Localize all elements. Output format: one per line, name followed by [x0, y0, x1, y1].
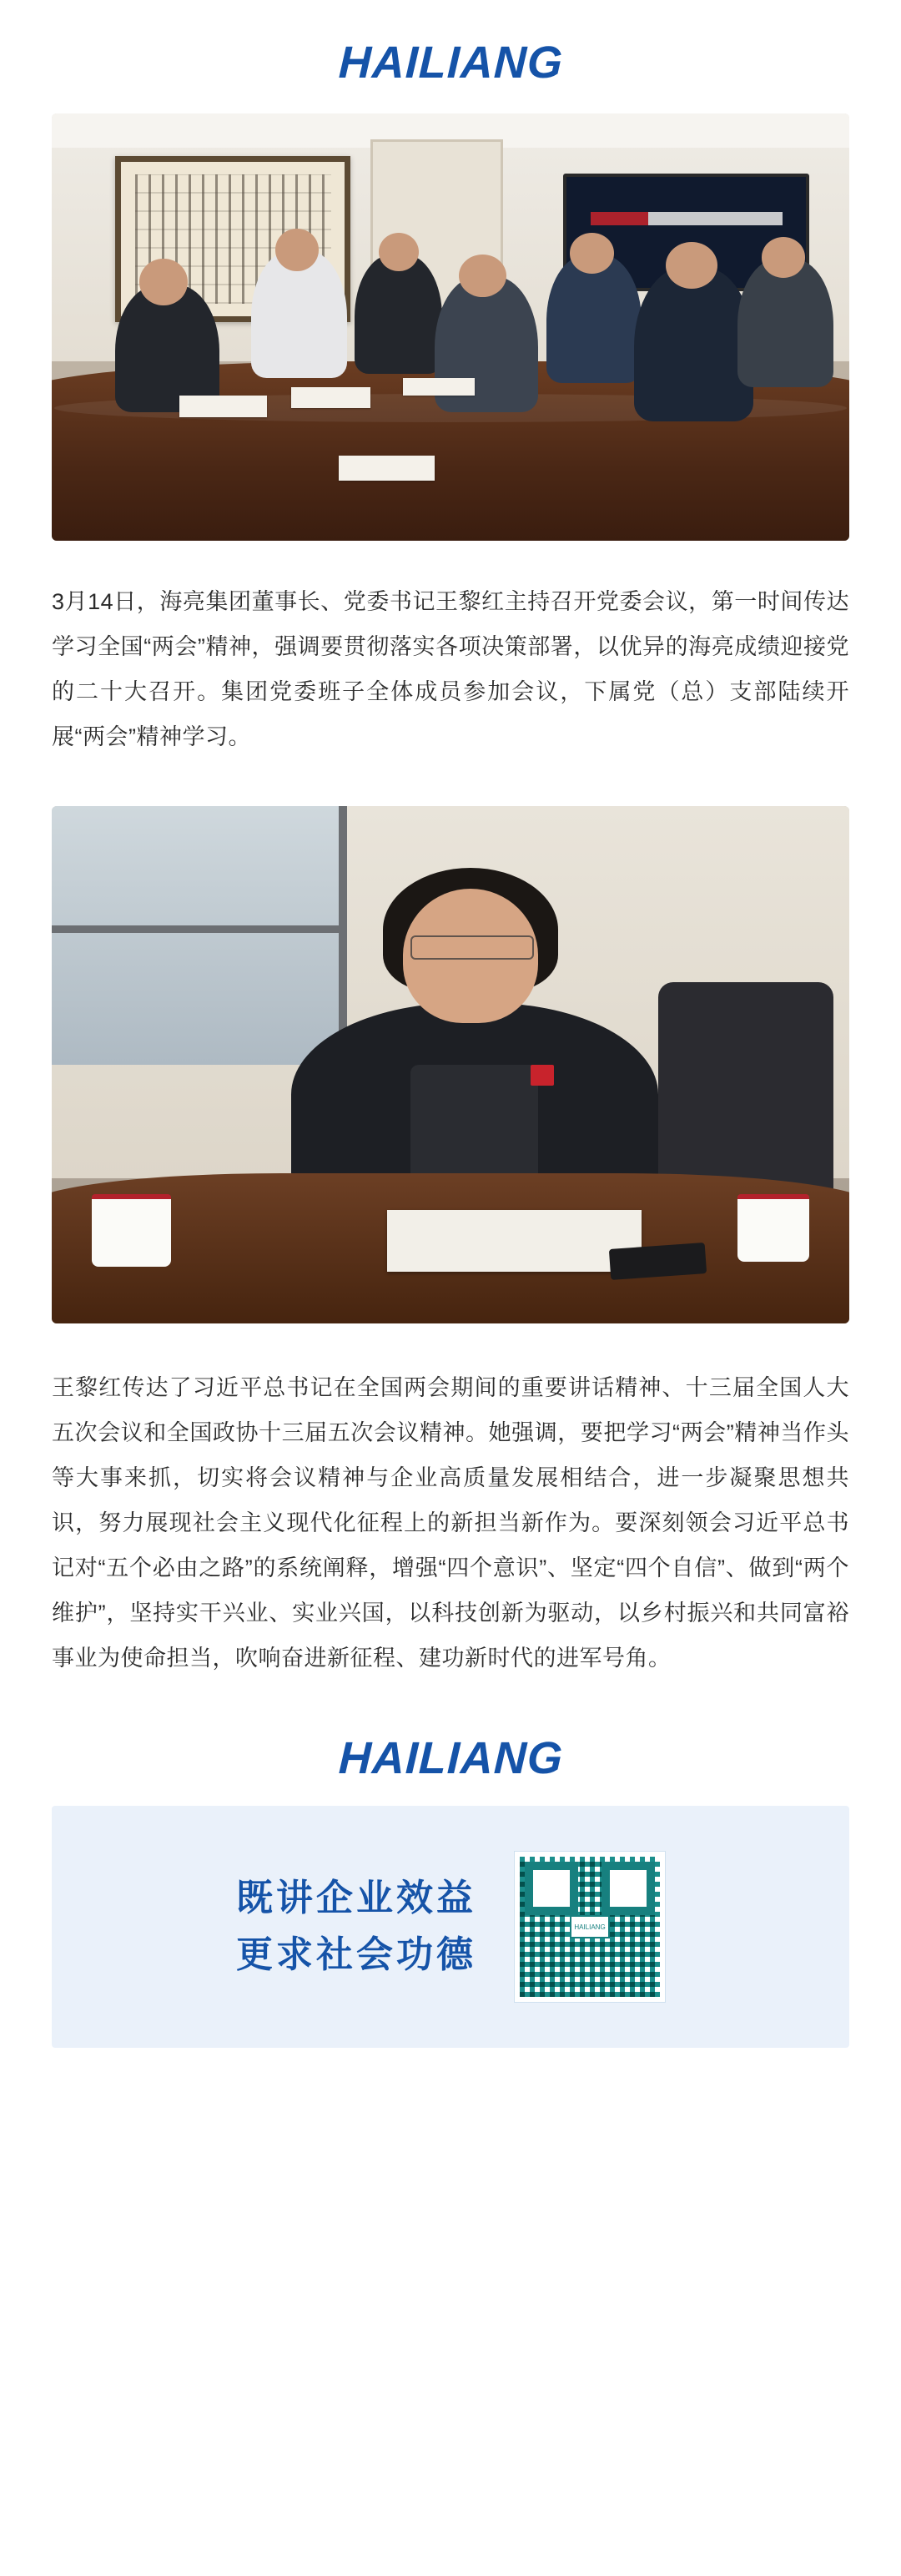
slogan-card: [52, 1806, 849, 2048]
paragraph-two: 王黎红传达了习近平总书记在全国两会期间的重要讲话精神、十三届全国人大五次会议和全国政协十三届五次会议精神。她强调，要把学习“两会”精神当作头等大事来抓，切实将会议精神与企业高质量发展相结合，进一步凝聚思想共识，努力展现社会主义现代化征程上的新担当新作为。要深刻领会习近平总书记对“五个必由之路”的系统阐释，增强“四个意识”、坚定“四个自信”、做到“两个维护”，坚持实干兴业、实业兴国，以科技创新为驱动，以乡村振兴和共同富裕事业为使命担当，吹响奋进新征程、建功新时代的进军号角。: [52, 1375, 849, 1671]
meeting-document: [179, 396, 267, 417]
attendee-head: [139, 259, 187, 305]
meeting-document: [339, 456, 435, 481]
slogan-line-1: 既讲企业效益: [236, 1877, 476, 1918]
attendee-head: [762, 237, 806, 278]
office-chair: [658, 982, 833, 1199]
speaker-photo: [52, 806, 849, 1323]
tea-cup: [737, 1194, 809, 1261]
attendee-head: [666, 242, 717, 289]
meeting-room-photo: [52, 113, 849, 541]
meeting-document: [403, 378, 475, 395]
room-window: [52, 806, 347, 1065]
attendee: [634, 267, 753, 421]
open-document: [387, 1210, 642, 1272]
footer-logo-wrap: [0, 1689, 901, 1806]
header-logo-wrap: [0, 0, 901, 113]
tea-cup: [92, 1194, 172, 1267]
hailiang-logo-footer: HAILIANG: [337, 1733, 564, 1783]
attendee-head: [379, 233, 419, 271]
slogan-line-2: 更求社会功德: [236, 1934, 476, 1975]
attendee-head: [459, 255, 506, 297]
party-emblem-badge: [531, 1065, 555, 1086]
hailiang-logo: HAILIANG: [337, 38, 564, 88]
qr-center-label: HAILIANG: [570, 1915, 610, 1938]
attendee: [546, 255, 642, 383]
qr-code[interactable]: [515, 1852, 665, 2002]
attendee-head: [570, 233, 614, 274]
paragraph-one: 3月14日，海亮集团董事长、党委书记王黎红主持召开党委会议，第一时间传达学习全国“两会”精神，强调要贯彻落实各项决策部署，以优异的海亮成绩迎接党的二十大召开。集团党委班子全体成员参加会议，下属党（总）支部陆续开展“两会”精神学习。: [52, 589, 849, 749]
attendee: [737, 259, 833, 387]
meeting-document: [291, 387, 371, 409]
glasses-icon: [410, 935, 533, 960]
company-slogan: [236, 1870, 476, 1984]
attendee: [355, 255, 442, 374]
